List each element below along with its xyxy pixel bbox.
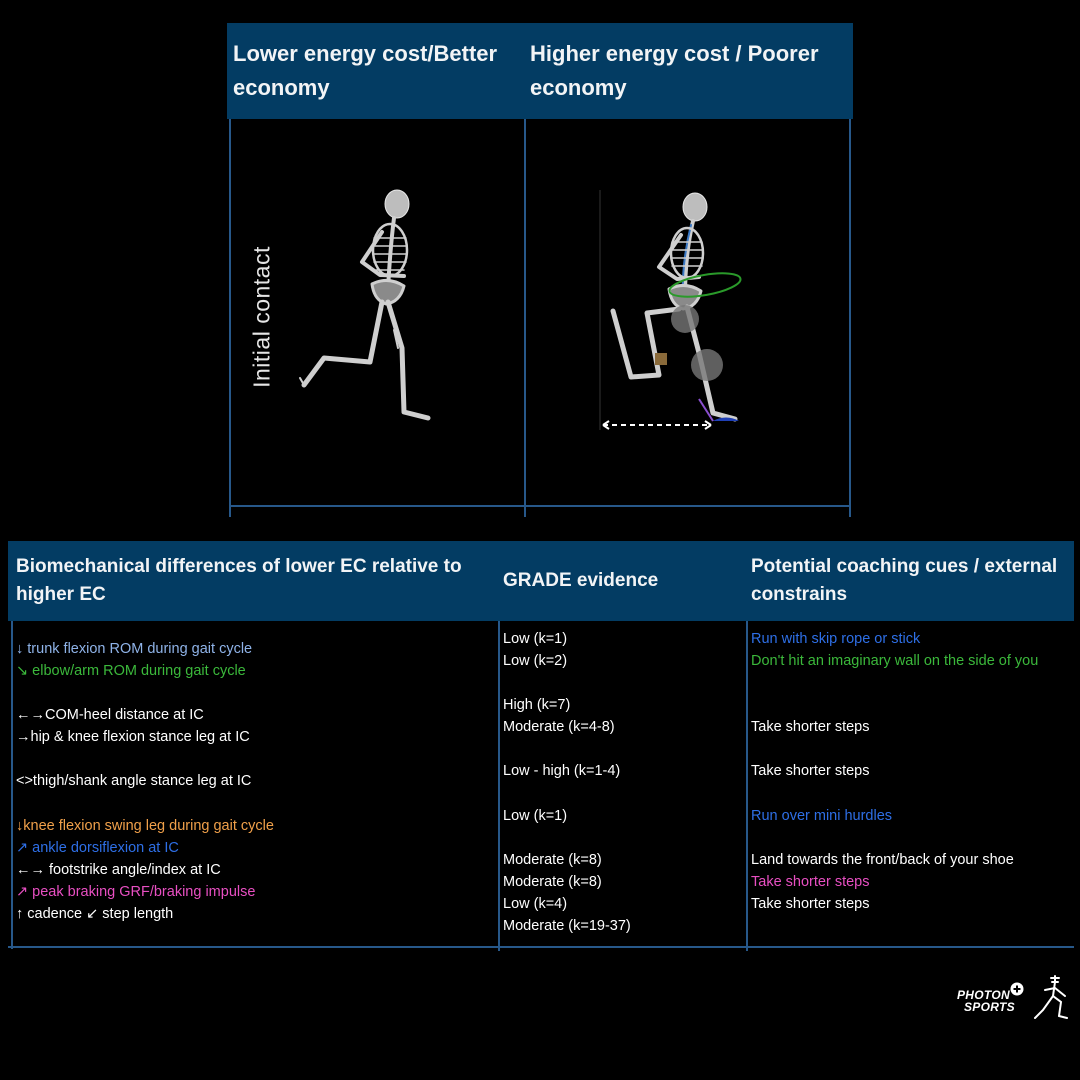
difference-item: →hip & knee flexion stance leg at IC — [16, 729, 250, 745]
coaching-cues-header: Potential coaching cues / external constrains — [751, 556, 1058, 605]
grade-item: Moderate (k=8) — [503, 874, 602, 890]
runner-logo-icon — [1031, 972, 1075, 1024]
difference-item: ←→ footstrike angle/index at IC — [16, 862, 221, 878]
grade-header: GRADE evidence — [503, 570, 659, 591]
grade-item: Low - high (k=1-4) — [503, 763, 621, 779]
biomechanics-table — [8, 541, 1074, 951]
grade-item: Moderate (k=19-37) — [503, 918, 631, 934]
difference-item: ↓knee flexion swing leg during gait cycle — [16, 818, 274, 834]
difference-item: ↑ cadence ↙ step length — [16, 906, 174, 922]
grade-item: Low (k=1) — [503, 631, 568, 647]
initial-contact-label: Initial contact — [248, 246, 275, 388]
cue-item: Take shorter steps — [751, 896, 870, 912]
cue-item: Take shorter steps — [751, 719, 870, 735]
photon-sports-logo — [955, 980, 1075, 1024]
grid-line — [746, 621, 748, 951]
grid-line — [11, 621, 13, 949]
grade-item: Low (k=1) — [503, 808, 568, 824]
skeleton-runner-inefficient-image — [595, 185, 765, 445]
grid-line — [849, 119, 851, 517]
skeleton-runner-efficient-image — [290, 180, 460, 430]
grade-item: Moderate (k=4-8) — [503, 719, 615, 735]
higher-energy-header: Higher energy cost / Poorer economy — [530, 41, 819, 100]
difference-item: ↗ ankle dorsiflexion at IC — [16, 840, 179, 856]
difference-item: ↓ trunk flexion ROM during gait cycle — [16, 641, 253, 657]
difference-item: ↘ elbow/arm ROM during gait cycle — [16, 663, 246, 679]
cue-item: Land towards the front/back of your shoe — [751, 852, 1014, 868]
difference-item: <>thigh/shank angle stance leg at IC — [16, 773, 252, 789]
logo-line-2: SPORTS — [964, 1000, 1015, 1014]
grid-line — [498, 621, 500, 951]
grade-item: Moderate (k=8) — [503, 852, 602, 868]
grid-line — [8, 946, 1074, 948]
cue-item: Don't hit an imaginary wall on the side of you — [751, 653, 1039, 669]
grid-line — [229, 505, 851, 507]
grid-line — [524, 119, 526, 517]
cue-item: Run with skip rope or stick — [751, 631, 921, 647]
cue-item: Take shorter steps — [751, 874, 870, 890]
differences-header: Biomechanical differences of lower EC relative to higher EC — [16, 556, 462, 605]
lower-energy-header: Lower energy cost/Better economy — [233, 41, 498, 100]
difference-item: ↗ peak braking GRF/braking impulse — [16, 884, 256, 900]
plus-icon — [1010, 982, 1024, 996]
cue-item: Run over mini hurdles — [751, 808, 893, 824]
cue-item: Take shorter steps — [751, 763, 870, 779]
comparison-header — [227, 23, 853, 119]
difference-item: ←→COM-heel distance at IC — [16, 707, 204, 723]
grid-line — [229, 119, 231, 517]
grade-item: Low (k=4) — [503, 896, 568, 912]
biomechanics-header — [8, 541, 1074, 621]
grade-item: Low (k=2) — [503, 653, 568, 669]
grade-item: High (k=7) — [503, 697, 571, 713]
logo-line-1: PHOTON — [957, 988, 1010, 1002]
